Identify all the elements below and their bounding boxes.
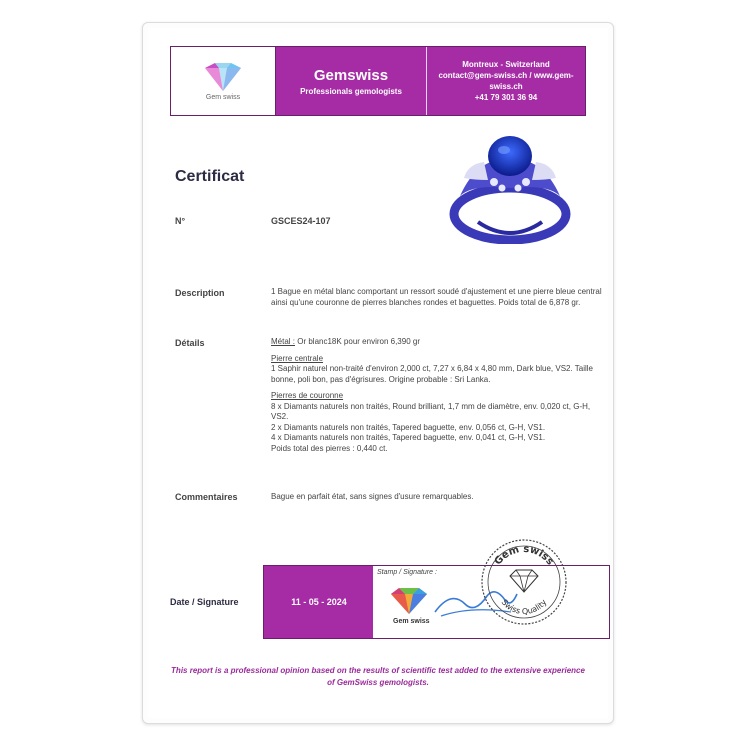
- logo-cell: [171, 47, 276, 115]
- description-label: Description: [175, 288, 225, 298]
- diamond-logo-icon: [199, 62, 247, 92]
- comments-text: Bague en parfait état, sans signes d'usure remarquables.: [271, 492, 474, 501]
- certificate-number: GSCES24-107: [271, 216, 331, 226]
- center-stone-heading: Pierre centrale: [271, 353, 324, 363]
- logo-label: Gem swiss: [205, 93, 241, 101]
- contact-line: contact@gem-swiss.ch / www.gem-: [438, 71, 574, 80]
- stamp-logo-label: Gem swiss: [393, 618, 430, 625]
- header-banner: [170, 46, 586, 116]
- metal-label: Métal :: [271, 337, 296, 346]
- date-cell: [263, 565, 375, 639]
- certificate-date: 11 - 05 - 2024: [291, 597, 347, 607]
- certificate-title: Certificat: [175, 168, 245, 185]
- crown-stones-heading: Pierres de couronne: [271, 391, 344, 400]
- crown-stone-line: 2 x Diamants naturels non traités, Tapered baguette, env. 0,056 ct, G-H, VS1.: [271, 422, 546, 432]
- comments-label: Commentaires: [175, 492, 238, 502]
- brand-tagline: Professionals gemologists: [300, 86, 402, 96]
- crown-stone-line: Poids total des pierres : 0,440 ct.: [271, 443, 388, 453]
- gemswiss-seal-icon: [478, 536, 570, 628]
- seal-text-top: Gem swiss: [492, 543, 556, 568]
- center-stone-text: 1 Saphir naturel non-traité d'environ 2,000 ct, 7,27 x 6,84 x 4,80 mm, Dark blue, VS2. Taille bonne, poli bon, pas d'égrisures. Origine probable : Sri Lanka.: [271, 364, 594, 384]
- footer-disclaimer: This report is a professional opinion based on the results of scientific test added to the extensive experience of GemSwiss gemologists.: [171, 666, 585, 687]
- seal-text-bottom: Swiss Quality: [499, 597, 549, 617]
- stamp-logo-icon: [387, 586, 431, 616]
- brand-name: Gemswiss: [313, 66, 389, 84]
- svg-text:Gem swiss: [493, 544, 556, 568]
- number-label: N°: [175, 216, 186, 226]
- contact-cell: [427, 47, 585, 115]
- stamp-label: Stamp / Signature :: [377, 569, 437, 576]
- metal-value: Or blanc18K pour environ 6,390 gr: [295, 337, 420, 346]
- date-signature-label: Date / Signature: [170, 597, 239, 607]
- crown-stone-line: 4 x Diamants naturels non traités, Tapered baguette, env. 0,041 ct, G-H, VS1.: [271, 433, 546, 442]
- contact-line: +41 79 301 36 94: [474, 93, 538, 102]
- details-block: [271, 337, 607, 454]
- description-text: 1 Bague en métal blanc comportant un ressort soudé d'ajustement et une pierre bleue central ainsi qu'une couronne de pierres blanches rondes et baguettes. Poids total de 6,878 gr.: [271, 287, 602, 307]
- crown-stone-line: 8 x Diamants naturels non traités, Round brilliant, 1,7 mm de diamètre, env. 0,020 ct, G-H, VS2.: [271, 401, 591, 421]
- brand-cell: [276, 47, 427, 115]
- contact-line: Montreux - Switzerland: [462, 60, 550, 69]
- contact-line: swiss.ch: [489, 82, 523, 91]
- details-label: Détails: [175, 338, 205, 348]
